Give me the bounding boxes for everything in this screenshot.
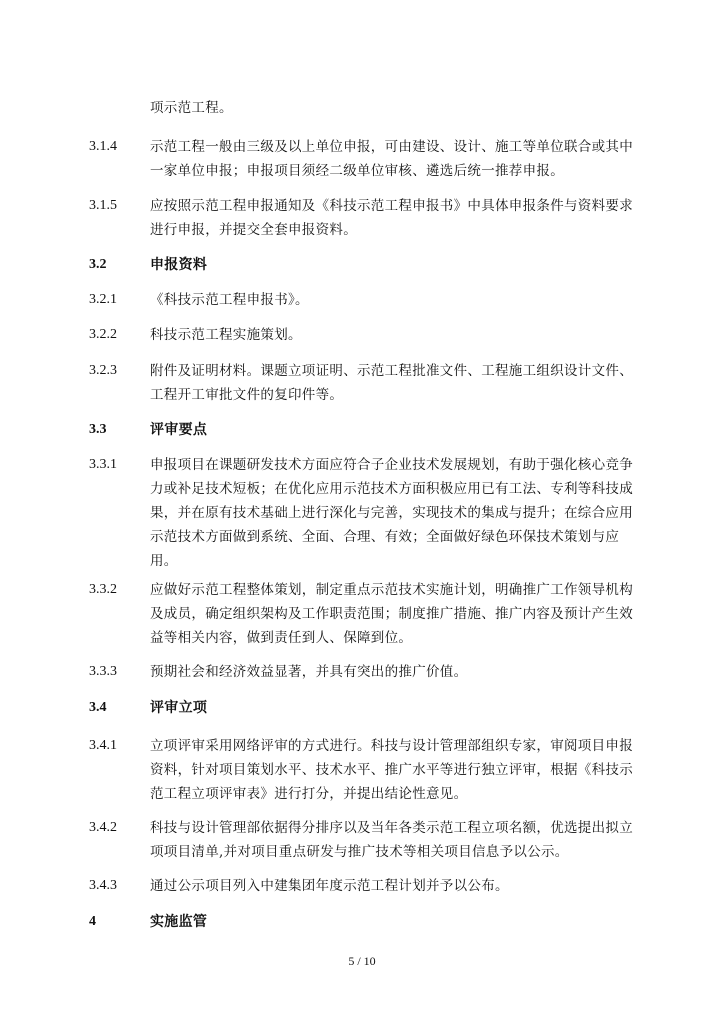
paragraph-text: 项示范工程。 <box>150 100 233 116</box>
clause-number: 3.3.3 <box>89 664 117 679</box>
section-number: 4 <box>89 914 96 929</box>
clause-text: 附件及证明材料。课题立项证明、示范工程批准文件、工程施工组织设计文件、工程开工审批文件的复印件等。 <box>150 363 633 403</box>
clause-text: 科技示范工程实施策划。 <box>150 327 302 343</box>
clause-text: 应做好示范工程整体策划，制定重点示范技术实施计划，明确推广工作领导机构及成员，确定组织架构及工作职责范围；制度推广措施、推广内容及预计产生效益等相关内容，做到责任到人、保障到位。 <box>150 582 633 646</box>
clause-number: 3.4.2 <box>89 820 117 835</box>
clause-number: 3.2.1 <box>89 292 117 307</box>
clause-number: 3.1.5 <box>89 198 117 213</box>
clause-number: 3.3.1 <box>89 457 117 472</box>
clause-text: 应按照示范工程申报通知及《科技示范工程申报书》中具体申报条件与资料要求进行申报，并提交全套申报资料。 <box>150 198 633 238</box>
clause-text: 预期社会和经济效益显著，并具有突出的推广价值。 <box>150 664 468 680</box>
clause-text: 申报项目在课题研发技术方面应符合子企业技术发展规划，有助于强化核心竞争力或补足技术短板；在优化应用示范技术方面积极应用已有工法、专利等科技成果，并在原有技术基础上进行深化与完善，实现技术的集成与提升；在综合应用示范技术方面做到系统、全面、合理、有效；全面做好绿色环保技术策划与应用。 <box>150 457 633 569</box>
clause-text: 《科技示范工程申报书》。 <box>150 292 309 308</box>
clause-text: 示范工程一般由三级及以上单位申报，可由建设、设计、施工等单位联合或其中一家单位申报；申报项目须经二级单位审核、遴选后统一推荐申报。 <box>150 139 633 179</box>
page-number: 5 / 10 <box>348 954 376 968</box>
clause-number: 3.2.3 <box>89 363 117 378</box>
clause-number: 3.2.2 <box>89 327 117 342</box>
clause-text: 立项评审采用网络评审的方式进行。科技与设计管理部组织专家，审阅项目申报资料，针对项目策划水平、技术水平、推广水平等进行独立评审，根据《科技示范工程立项评审表》进行打分，并提出结论性意见。 <box>150 738 633 802</box>
clause-number: 3.3.2 <box>89 582 117 597</box>
clause-number: 3.4.3 <box>89 878 117 893</box>
clause-text: 科技与设计管理部依据得分排序以及当年各类示范工程立项名额，优选提出拟立项项目清单,并对项目重点研发与推广技术等相关项目信息予以公示。 <box>150 820 633 860</box>
clause-number: 3.1.4 <box>89 139 117 154</box>
section-title: 评审要点 <box>150 422 208 438</box>
section-title: 申报资料 <box>150 257 208 273</box>
section-number: 3.4 <box>89 700 107 715</box>
clause-text: 通过公示项目列入中建集团年度示范工程计划并予以公布。 <box>150 878 509 894</box>
section-number: 3.3 <box>89 422 107 437</box>
section-number: 3.2 <box>89 257 107 272</box>
clause-number: 3.4.1 <box>89 738 117 753</box>
section-title: 实施监管 <box>150 914 208 930</box>
section-title: 评审立项 <box>150 700 208 716</box>
